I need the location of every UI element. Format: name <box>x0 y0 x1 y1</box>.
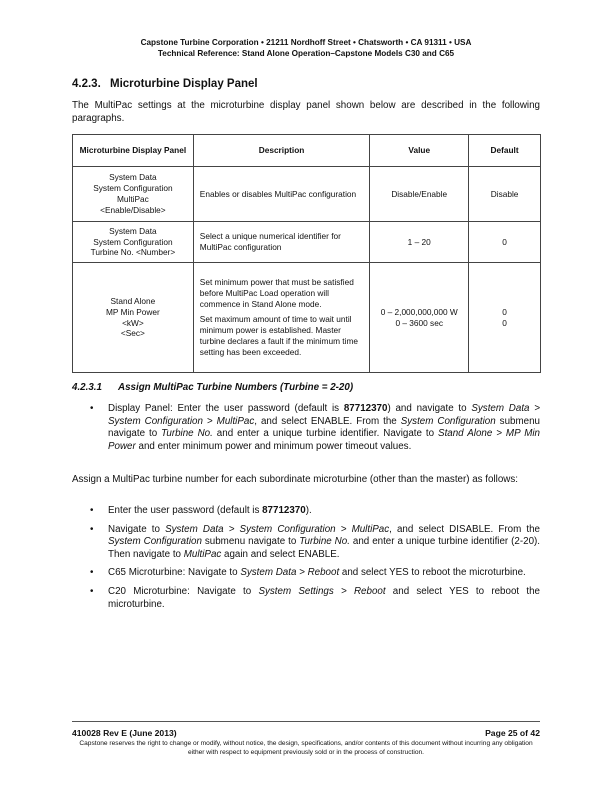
panel-line: Turbine No. <Number> <box>90 247 176 258</box>
bullet-list <box>90 505 540 617</box>
bullet-icon: • <box>90 567 94 579</box>
value-cell: Disable/Enable <box>370 167 469 222</box>
panel-cell <box>73 167 194 222</box>
text-run: Enter the user password (default is <box>108 505 263 516</box>
text-run: and enter a unique turbine identifier (2-20). Then navigate to <box>108 536 540 560</box>
menu-path: System Configuration <box>400 415 496 427</box>
menu-path: MultiPac <box>183 548 222 560</box>
text-run: ). <box>305 505 312 516</box>
col-header-default: Default <box>469 135 541 167</box>
description-paragraph: Set maximum amount of time to wait until minimum power is established. Master turbine declares a fault if the minimum time setting has been exceeded. <box>199 314 358 357</box>
default-password: 87712370 <box>262 505 306 516</box>
footer-disclaimer: Capstone reserves the right to change or modify, without notice, the design, specifications, and/or contents of this document without incurring any obligation either with respect to equipment previously sold or in the process of construction. <box>79 740 533 756</box>
description-cell: Select a unique numerical identifier for MultiPac configuration <box>193 222 370 263</box>
paragraph: Assign a MultiPac turbine number for each subordinate microturbine (other than the master) as follows: <box>72 474 518 485</box>
panel-line: System Configuration <box>93 183 173 194</box>
section-number: 4.2.3. <box>72 78 101 90</box>
default-cell <box>469 263 541 373</box>
bullet-icon: • <box>90 523 94 535</box>
section-intro: The MultiPac settings at the microturbine display panel shown below are described in the following paragraphs. <box>72 100 540 124</box>
table-row <box>73 263 541 373</box>
value-cell <box>370 263 469 373</box>
default-cell: 0 <box>469 222 541 263</box>
text-run: , and select ENABLE. From the <box>254 415 401 427</box>
text-run: , and select DISABLE. From the <box>389 523 540 535</box>
text-run: submenu navigate to <box>108 415 540 440</box>
panel-line: System Data <box>109 225 157 236</box>
menu-path: Turbine No. <box>299 536 350 548</box>
footer-divider <box>72 721 540 722</box>
bullet-icon: • <box>90 505 94 516</box>
section-title: Microturbine Display Panel <box>109 78 258 90</box>
default-password: 87712370 <box>343 403 388 414</box>
list-item <box>90 524 540 562</box>
subsection-heading <box>72 382 353 393</box>
bullet-list <box>90 403 540 453</box>
list-item <box>90 505 540 518</box>
menu-path: System Data > System Configuration > MultiPac <box>108 403 540 427</box>
menu-path: Turbine No. <box>161 428 213 440</box>
list-item <box>90 403 540 453</box>
header-doc-title: Technical Reference: Stand Alone Operation–Capstone Models C30 and C65 <box>157 49 455 58</box>
text-run: and enter minimum power and minimum power timeout values. <box>135 440 412 452</box>
bullet-icon: • <box>90 403 94 414</box>
text-run: ) and navigate to <box>387 403 472 414</box>
menu-path: System Data > Reboot <box>240 567 340 579</box>
subsection-number: 4.2.3.1 <box>72 382 102 393</box>
header-address: Capstone Turbine Corporation • 21211 Nordhoff Street • Chatsworth • CA 91311 • USA <box>140 38 472 47</box>
panel-line: <kW> <box>122 317 144 328</box>
value-line: 0 – 3600 sec <box>395 317 443 328</box>
footer-doc-id: 410028 Rev E (June 2013) <box>72 728 177 738</box>
text-run: C20 Microturbine: Navigate to <box>108 585 259 597</box>
panel-line: <Enable/Disable> <box>100 204 166 215</box>
panel-cell <box>73 263 194 373</box>
table-row <box>73 167 541 222</box>
panel-line: MultiPac <box>116 194 149 204</box>
page-header <box>0 37 612 59</box>
col-header-panel: Microturbine Display Panel <box>73 135 194 167</box>
text-run: and enter a unique turbine identifier. Navigate to <box>212 428 439 440</box>
description-cell <box>193 263 370 373</box>
text-run: C65 Microturbine: Navigate to <box>108 567 241 579</box>
value-cell: 1 – 20 <box>370 222 469 263</box>
bullet-icon: • <box>90 585 94 597</box>
footer-page-number: Page 25 of 42 <box>485 728 540 738</box>
panel-line: System Configuration <box>93 236 173 247</box>
text-run: and select YES to reboot the microturbine. <box>108 585 540 610</box>
table-row <box>73 222 541 263</box>
description-cell: Enables or disables MultiPac configuration <box>193 167 370 222</box>
section-heading <box>72 78 258 90</box>
panel-line: MP Min Power <box>106 306 160 317</box>
table-header-row <box>73 135 541 167</box>
panel-line: System Data <box>109 172 157 183</box>
settings-table <box>72 134 541 373</box>
text-run: and select YES to reboot the microturbine. <box>339 567 526 579</box>
menu-path: System Data > System Configuration > MultiPac <box>165 523 390 535</box>
description-paragraph: Set minimum power that must be satisfied before MultiPac Load operation will commence in Stand Alone mode. <box>199 277 354 310</box>
panel-line: Stand Alone <box>110 295 156 306</box>
default-cell: Disable <box>469 167 541 222</box>
value-line: 0 – 2,000,000,000 W <box>380 306 458 317</box>
text-run: Display Panel: Enter the user password (default is <box>108 403 344 414</box>
menu-path: System Settings > Reboot <box>258 585 386 597</box>
text-run: submenu navigate to <box>201 536 300 548</box>
text-run: again and select ENABLE. <box>221 548 340 560</box>
text-run: Navigate to <box>108 523 166 535</box>
menu-path: System Configuration <box>108 536 202 548</box>
menu-path: Stand Alone > MP Min Power <box>108 428 541 452</box>
panel-line: <Sec> <box>120 328 145 339</box>
subsection-title: Assign MultiPac Turbine Numbers (Turbine = 2-20) <box>118 382 354 393</box>
col-header-value: Value <box>370 135 469 167</box>
default-line: 0 <box>502 306 507 317</box>
list-item <box>90 586 540 611</box>
panel-cell <box>73 222 194 263</box>
col-header-description: Description <box>193 135 370 167</box>
default-line: 0 <box>502 317 507 328</box>
list-item <box>90 567 540 580</box>
